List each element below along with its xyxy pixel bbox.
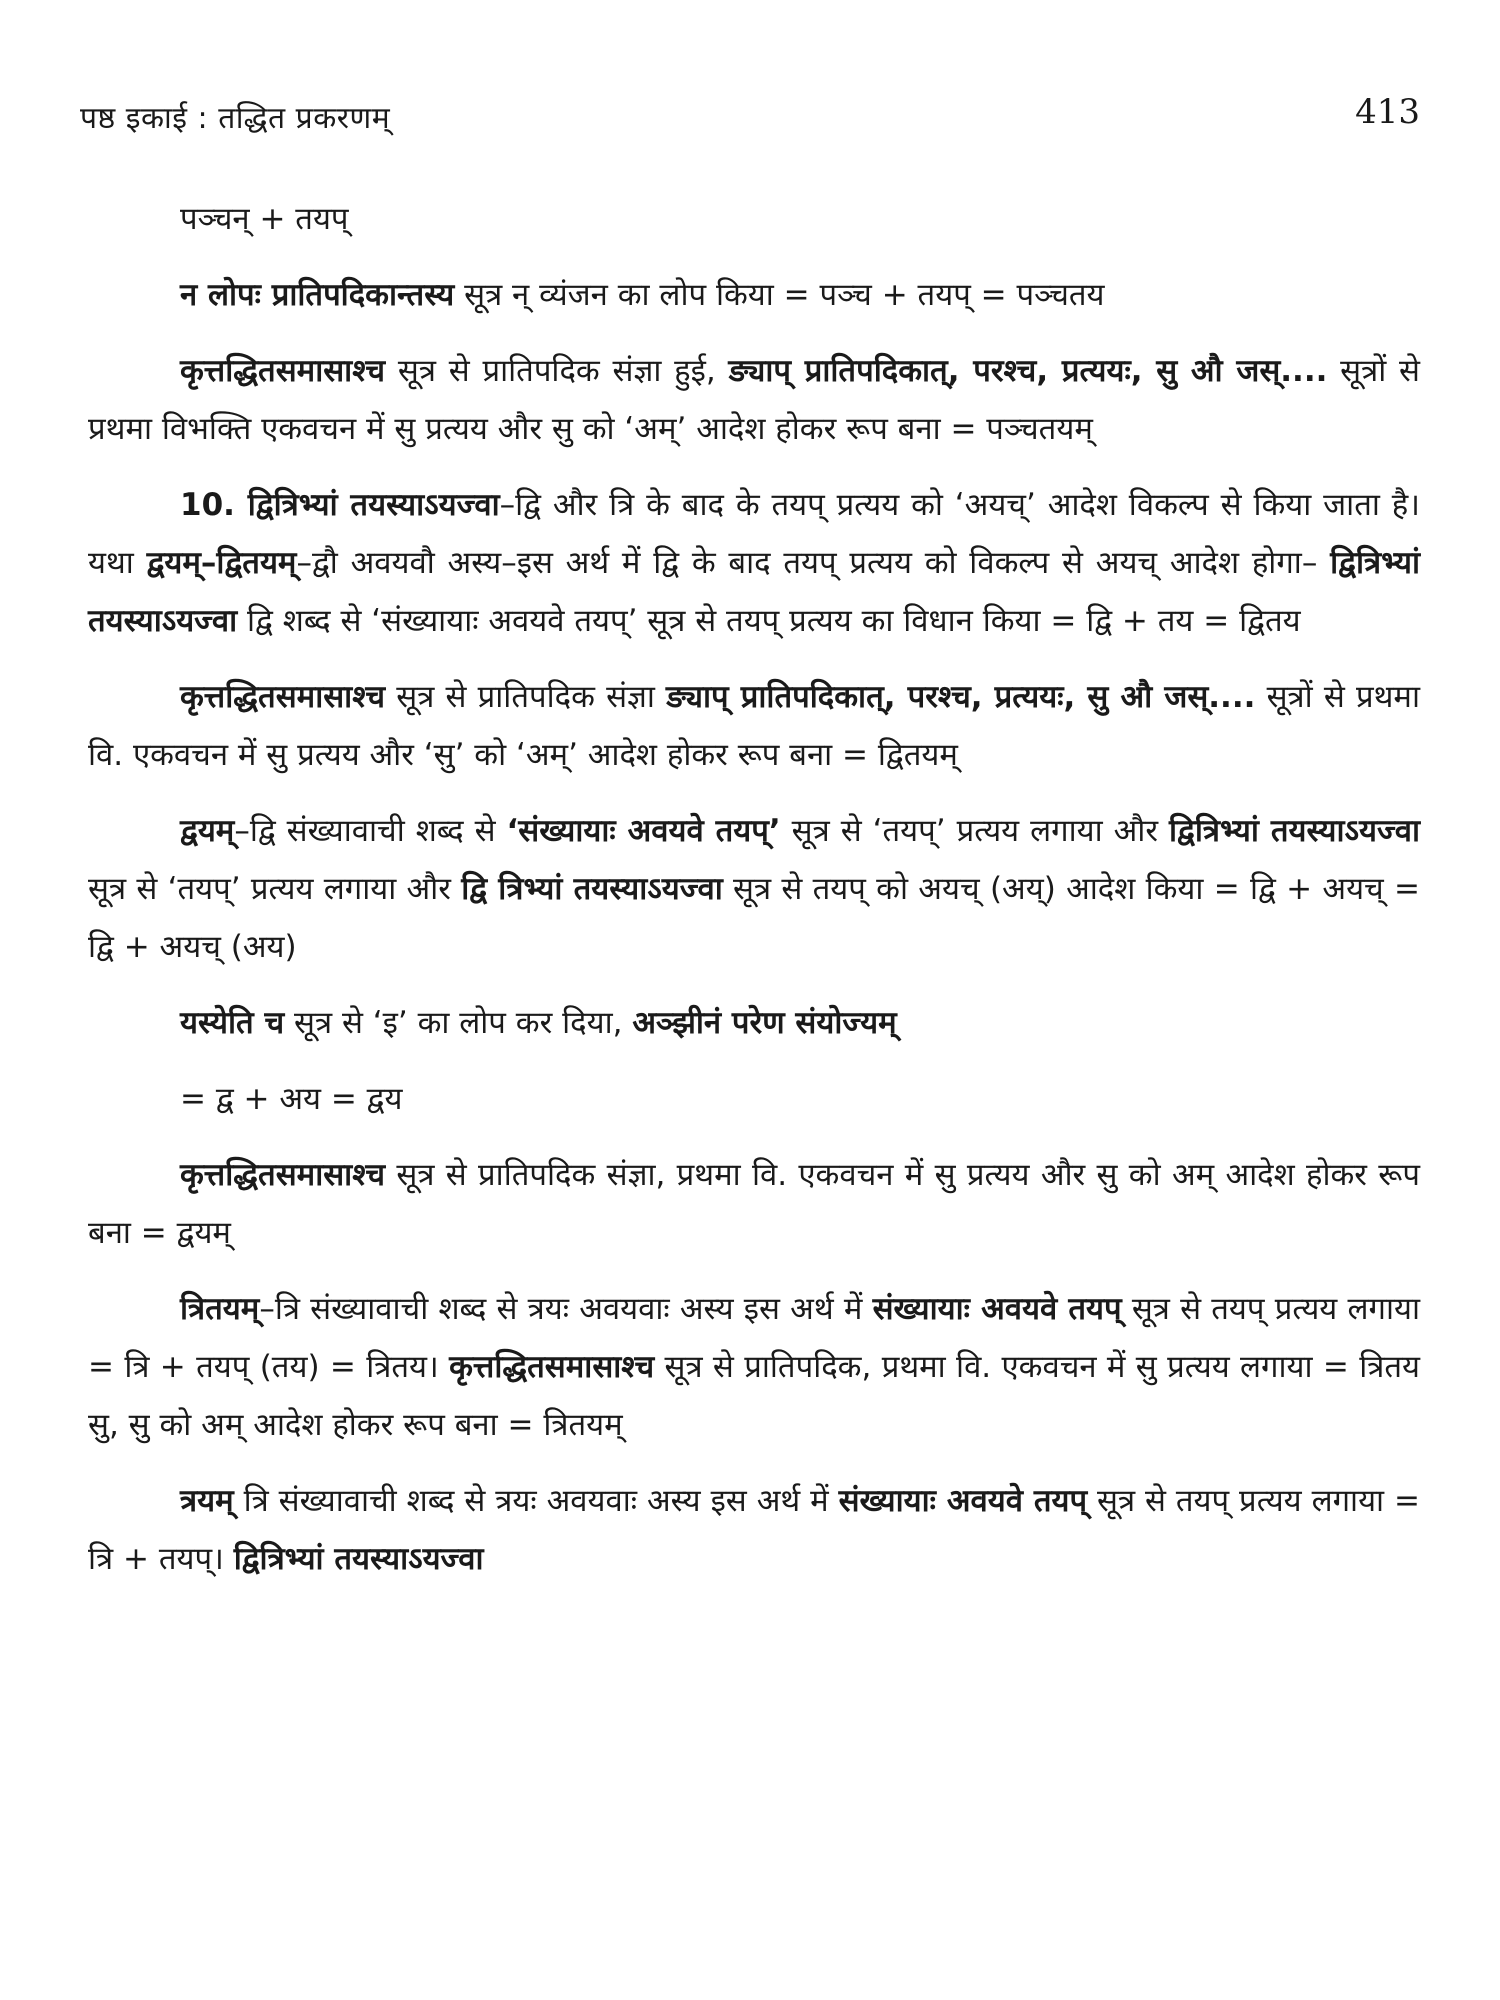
text-run: सूत्र न् व्यंजन का लोप किया = पञ्च + तयप् = पञ्चतय <box>454 277 1105 313</box>
sutra-term: द्वि त्रिभ्यां तयस्याऽयज्वा <box>461 871 723 907</box>
text-run: पञ्चन् + तयप् <box>180 201 349 237</box>
text-run: –त्रि संख्यावाची शब्द से त्रयः अवयवाः अस्य इस अर्थ में <box>259 1291 873 1327</box>
text-run: सूत्र से प्रातिपदिक, प्रथमा वि. एकवचन में सु प्रत्यय लगाया = त्रितय सु, सु को अम् आदेश होकर रूप बना = त्रितयम् <box>88 1349 1420 1443</box>
text-run: = द्व + अय = द्वय <box>180 1081 403 1117</box>
text-run: द्वि शब्द से ‘संख्यायाः अवयवे तयप्’ सूत्र से तयप् प्रत्यय का विधान किया = द्वि + तय = द्वितय <box>237 603 1301 639</box>
sutra-term: कृत्तद्धितसमासाश्च <box>449 1349 655 1385</box>
text-run: सूत्र से तयप् को अयच् (अय्) आदेश किया = द्वि + अयच् = द्वि + अयच् (अय) <box>88 871 1421 965</box>
paragraph-6 <box>88 802 1420 976</box>
sutra-term: कृत्तद्धितसमासाश्च <box>180 1157 386 1193</box>
text-run: सूत्र से ‘तयप्’ प्रत्यय लगाया और <box>780 813 1169 849</box>
paragraph-1 <box>88 190 1420 248</box>
sutra-term: द्वयम्–द्वितयम् <box>146 545 297 581</box>
text-run: सूत्र से प्रातिपदिक संज्ञा <box>385 679 667 715</box>
text-run: सूत्र से तयप् प्रत्यय लगाया = त्रि + तयप्। <box>88 1483 1420 1577</box>
page-number: 413 <box>1355 92 1420 132</box>
paragraph-10 <box>88 1280 1420 1454</box>
text-run: सूत्रों से प्रथमा विभक्ति एकवचन में सु प्रत्यय और सु को ‘अम्’ आदेश होकर रूप बना = पञ्चतयम् <box>88 353 1421 447</box>
text-run: सूत्र से प्रातिपदिक संज्ञा, प्रथमा वि. एकवचन में सु प्रत्यय और सु को अम् आदेश होकर रूप बना = द्वयम् <box>88 1157 1420 1251</box>
running-head: पष्ठ इकाई : तद्धित प्रकरणम् <box>80 101 391 136</box>
sutra-term: कृत्तद्धितसमासाश्च <box>180 679 386 715</box>
text-run: –द्वि संख्यावाची शब्द से <box>234 813 507 849</box>
sutra-term: द्वयम् <box>180 813 235 849</box>
paragraph-5 <box>88 668 1420 784</box>
sutra-term: कृत्तद्धितसमासाश्च <box>180 353 386 389</box>
text-run: त्रि संख्यावाची शब्द से त्रयः अवयवाः अस्य इस अर्थ में <box>233 1483 839 1519</box>
paragraph-2 <box>88 266 1420 324</box>
paragraph-4 <box>88 476 1420 650</box>
sutra-term: संख्यायाः अवयवे तयप् <box>838 1483 1088 1519</box>
text-run: सूत्र से ‘तयप्’ प्रत्यय लगाया और <box>88 871 462 907</box>
page-header <box>80 92 1420 142</box>
text-run: –द्वौ अवयवौ अस्य–इस अर्थ में द्वि के बाद तयप् प्रत्यय को विकल्प से अयच् आदेश होगा– <box>296 545 1331 581</box>
sutra-term: 10. द्वित्रिभ्यां तयस्याऽयज्वा <box>180 487 500 523</box>
sutra-term: अञ्झीनं परेण संयोज्यम् <box>632 1005 897 1041</box>
sutra-term: द्वित्रिभ्यां तयस्याऽयज्वा <box>233 1541 484 1577</box>
sutra-term: संख्यायाः अवयवे तयप् <box>872 1291 1122 1327</box>
sutra-term: द्वित्रिभ्यां तयस्याऽयज्वा <box>88 545 1420 639</box>
sutra-term: द्वित्रिभ्यां तयस्याऽयज्वा <box>1169 813 1420 849</box>
sutra-term: ‘संख्यायाः अवयवे तयप्’ <box>506 813 781 849</box>
sutra-term: ङ्याप् प्रातिपदिकात्, परश्च, प्रत्ययः, सु औ जस्.... <box>666 679 1256 715</box>
text-run: सूत्र से तयप् प्रत्यय लगाया = त्रि + तयप् (तय) = त्रितय। <box>88 1291 1420 1385</box>
sutra-term: ङ्याप् प्रातिपदिकात्, परश्च, प्रत्ययः, सु औ जस्.... <box>728 353 1328 389</box>
text-run: सूत्रों से प्रथमा वि. एकवचन में सु प्रत्यय और ‘सु’ को ‘अम्’ आदेश होकर रूप बना = द्वितयम् <box>88 679 1420 773</box>
text-run: –द्वि और त्रि के बाद के तयप् प्रत्यय को ‘अयच्’ आदेश विकल्प से किया जाता है। यथा <box>88 487 1420 581</box>
sutra-term: त्रयम् <box>180 1483 234 1519</box>
paragraph-8 <box>88 1070 1420 1128</box>
page-body <box>88 190 1420 1588</box>
sutra-term: त्रितयम् <box>180 1291 260 1327</box>
paragraph-9 <box>88 1146 1420 1262</box>
text-run: सूत्र से प्रातिपदिक संज्ञा हुई, <box>385 353 729 389</box>
paragraph-3 <box>88 342 1420 458</box>
paragraph-11 <box>88 1472 1420 1588</box>
text-run: सूत्र से ‘इ’ का लोप कर दिया, <box>284 1005 633 1041</box>
sutra-term: न लोपः प्रातिपदिकान्तस्य <box>180 277 455 313</box>
sutra-term: यस्येति च <box>180 1005 285 1041</box>
paragraph-7 <box>88 994 1420 1052</box>
